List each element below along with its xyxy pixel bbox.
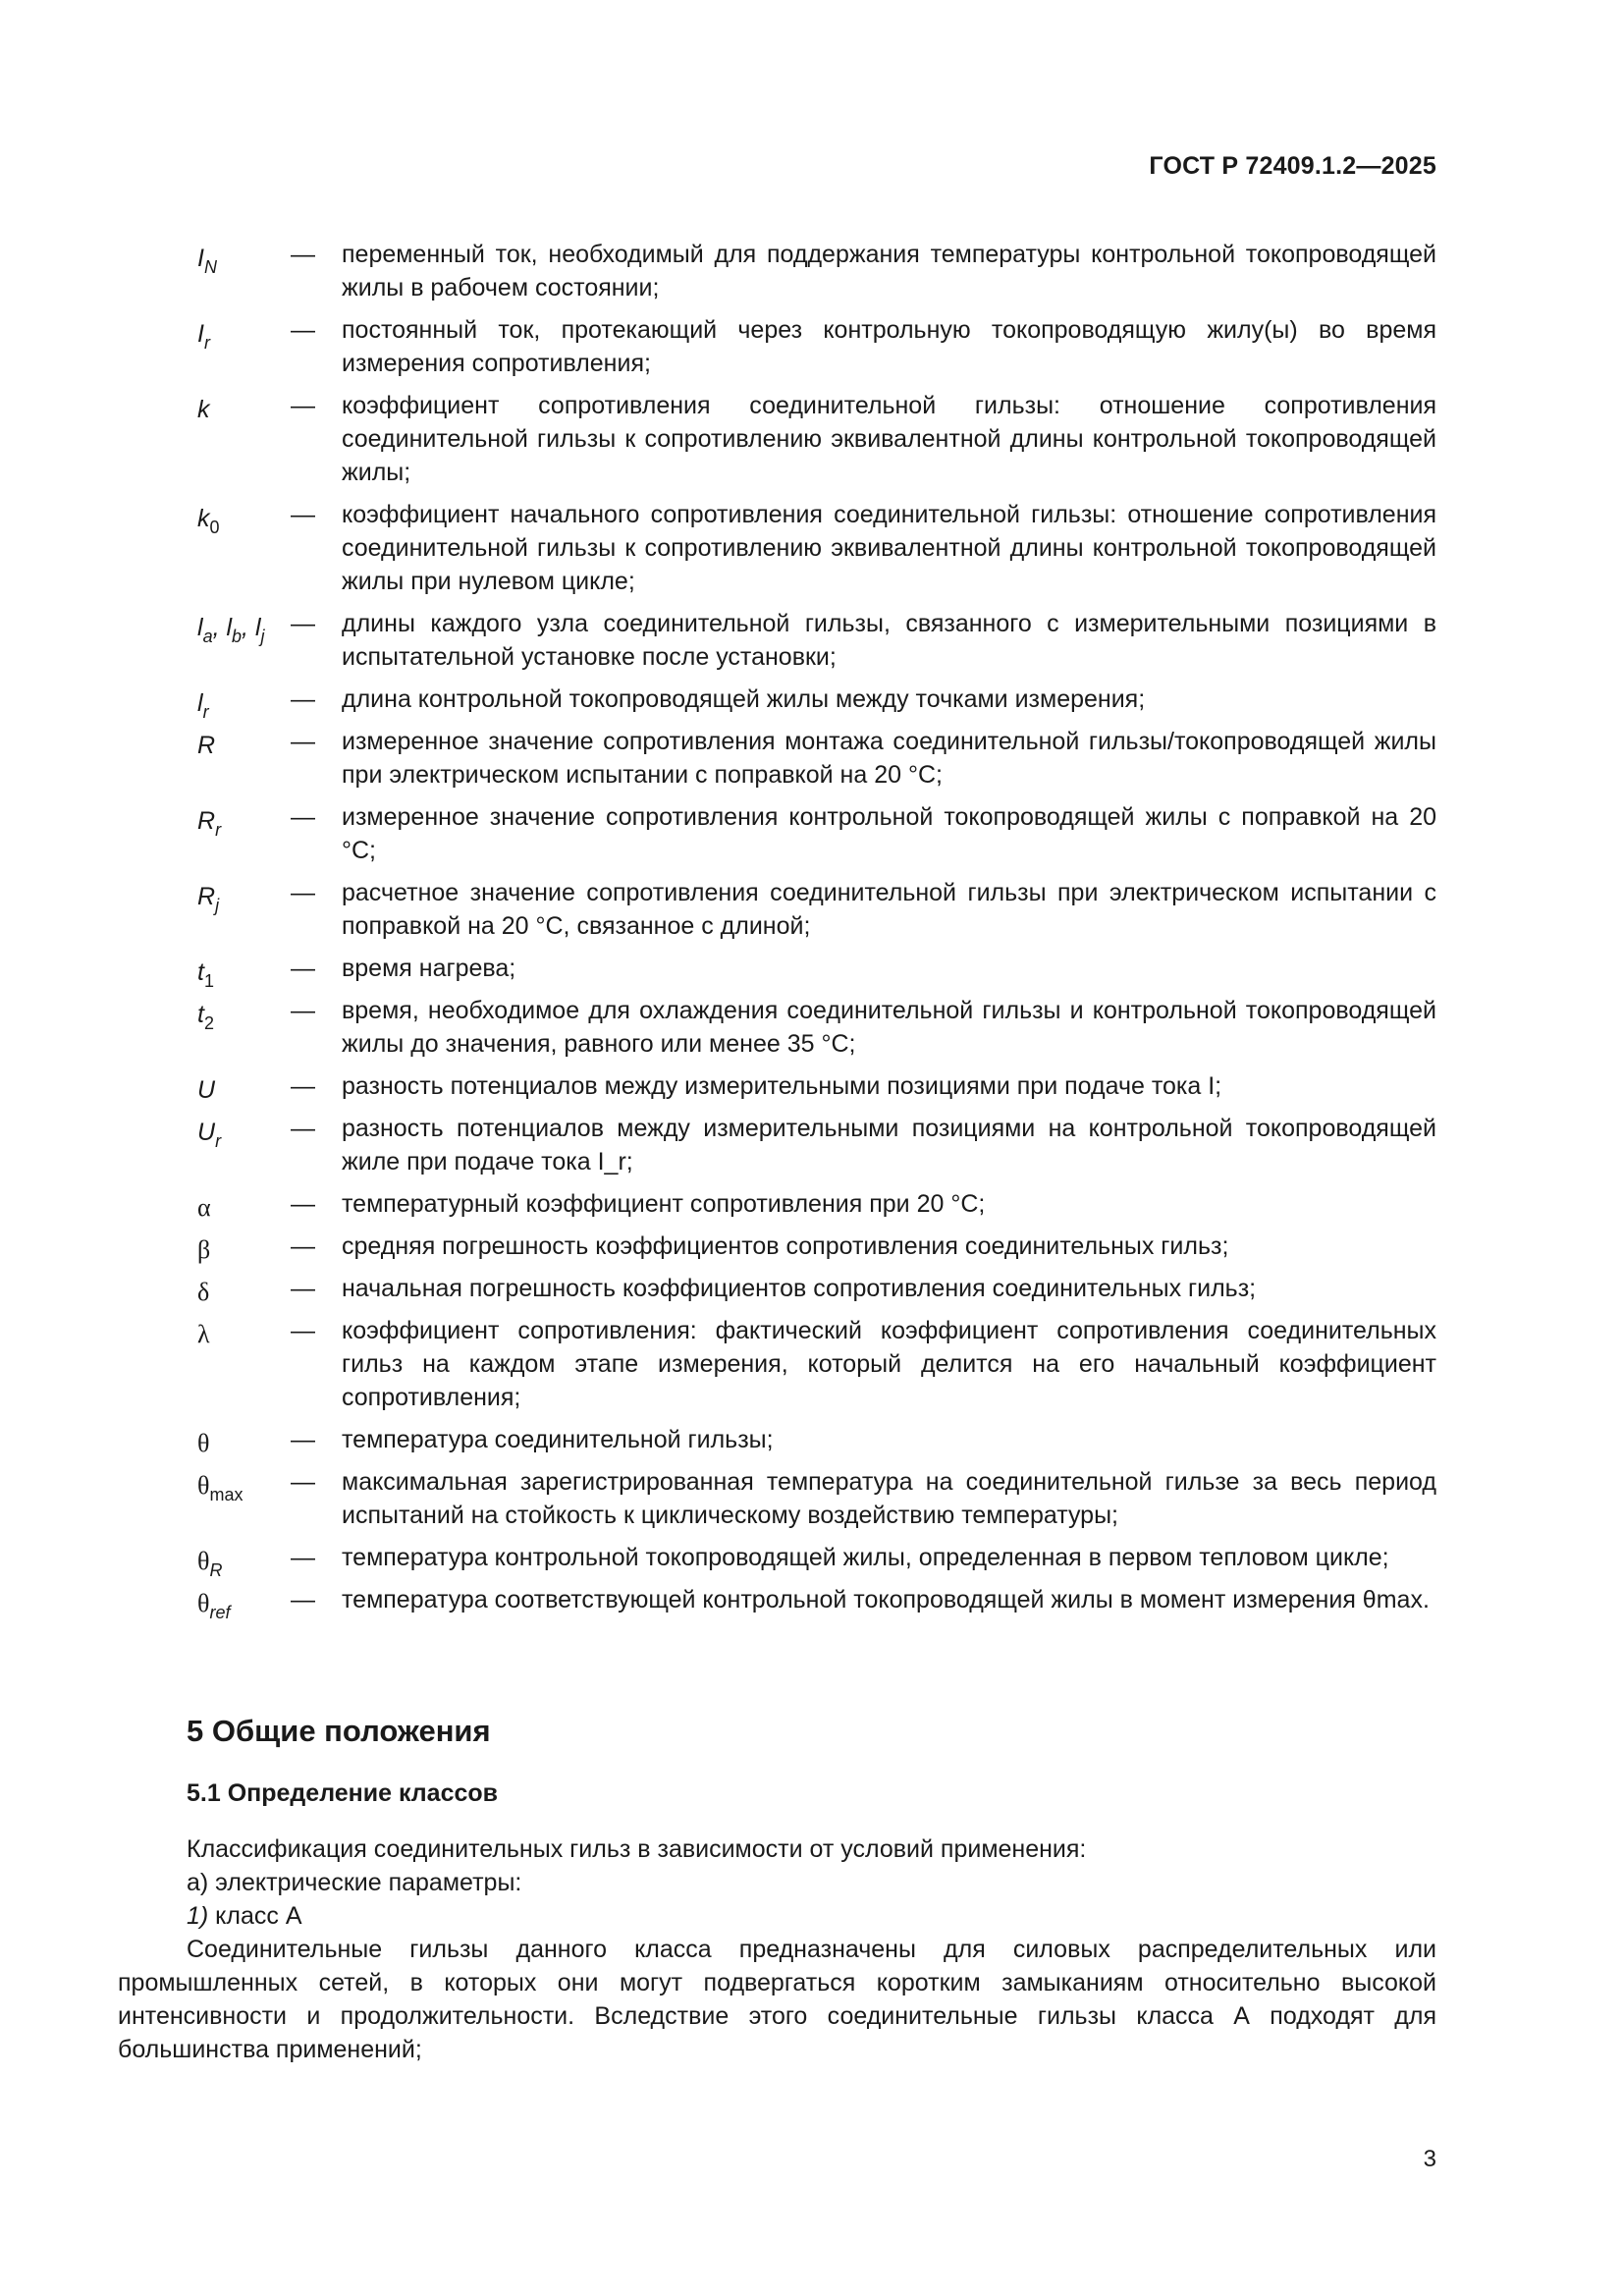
dash: — bbox=[291, 1544, 315, 1571]
dash: — bbox=[291, 392, 315, 419]
dash: — bbox=[291, 955, 315, 982]
dash: — bbox=[291, 685, 315, 713]
definition-text: температура соединительной гильзы; bbox=[342, 1426, 774, 1453]
definition-text: коэффициент сопротивления: фактический коэффициент сопротивления соединительных гильз на каждом этапе измерения, который делится на его начальный коэффициент сопротивления; bbox=[342, 1317, 1436, 1411]
symbol: $t_1$ bbox=[197, 958, 214, 991]
page-number: 3 bbox=[1423, 2146, 1436, 2172]
dash: — bbox=[291, 1586, 315, 1613]
definition-row bbox=[197, 876, 1436, 943]
section-body bbox=[118, 1832, 1436, 2066]
definition-text: расчетное значение сопротивления соединительной гильзы при электрическом испытании с поправкой на 20 °С, связанное с длиной; bbox=[342, 879, 1436, 940]
symbol: $R_j$ bbox=[197, 883, 220, 915]
definition-text: разность потенциалов между измерительными позициями при подаче тока I; bbox=[342, 1072, 1222, 1100]
list-number: 1) bbox=[187, 1902, 209, 1930]
definition-row bbox=[197, 800, 1436, 867]
symbol: $t_2$ bbox=[197, 1001, 214, 1033]
definition-text: средняя погрешность коэффициентов сопротивления соединительных гильз; bbox=[342, 1232, 1229, 1260]
symbol: $\theta_R$ bbox=[197, 1547, 223, 1580]
definition-row bbox=[197, 238, 1436, 304]
definition-text: температура контрольной токопроводящей жилы, определенная в первом тепловом цикле; bbox=[342, 1544, 1389, 1571]
dash: — bbox=[291, 1317, 315, 1344]
definition-row bbox=[197, 1423, 1436, 1456]
definition-text: измеренное значение сопротивления контрольной токопроводящей жилы с поправкой на 20 °С; bbox=[342, 803, 1436, 864]
dash: — bbox=[291, 316, 315, 344]
symbol: $\theta_{max}$ bbox=[197, 1471, 243, 1504]
dash: — bbox=[291, 879, 315, 906]
body-line bbox=[118, 1899, 1436, 1933]
symbol: λ bbox=[197, 1320, 210, 1348]
definition-text: длина контрольной токопроводящей жилы между точками измерения; bbox=[342, 685, 1146, 713]
body-line: а) электрические параметры: bbox=[187, 1869, 522, 1896]
definition-text: постоянный ток, протекающий через контрольную токопроводящую жилу(ы) во время измерения сопротивления; bbox=[342, 316, 1436, 377]
dash: — bbox=[291, 1468, 315, 1496]
symbol: $l_a$, $l_b$, $l_j$ bbox=[197, 614, 265, 646]
definition-row bbox=[197, 1230, 1436, 1263]
dash: — bbox=[291, 1275, 315, 1302]
dash: — bbox=[291, 997, 315, 1024]
symbol: $l_r$ bbox=[197, 689, 209, 722]
definition-text: температурный коэффициент сопротивления при 20 °С; bbox=[342, 1190, 986, 1218]
definition-row bbox=[197, 498, 1436, 598]
symbol: α bbox=[197, 1193, 211, 1222]
symbol: θ bbox=[197, 1429, 210, 1457]
definition-text: время, необходимое для охлаждения соединительной гильзы и контрольной токопроводящей жилы до значения, равного или менее 35 °С; bbox=[342, 997, 1436, 1058]
symbol: $R_r$ bbox=[197, 807, 222, 840]
definition-row bbox=[197, 683, 1436, 722]
dash: — bbox=[291, 1072, 315, 1100]
definition-text: начальная погрешность коэффициентов сопротивления соединительных гильз; bbox=[342, 1275, 1257, 1302]
definition-row bbox=[197, 1465, 1436, 1532]
dash: — bbox=[291, 728, 315, 755]
list-text: класс А bbox=[208, 1902, 302, 1930]
dash: — bbox=[291, 501, 315, 528]
definition-text: переменный ток, необходимый для поддержания температуры контрольной токопроводящей жилы в рабочем состоянии; bbox=[342, 241, 1436, 301]
definition-text: время нагрева; bbox=[342, 955, 516, 982]
symbol: U bbox=[197, 1076, 216, 1104]
dash: — bbox=[291, 241, 315, 268]
dash: — bbox=[291, 1115, 315, 1142]
symbols-list bbox=[197, 238, 1436, 1625]
section-title: 5 Общие положения bbox=[187, 1714, 491, 1748]
definition-text: измеренное значение сопротивления монтажа соединительной гильзы/токопроводящей жилы при электрическом испытании с поправкой на 20 °С; bbox=[342, 728, 1436, 789]
definition-row bbox=[197, 313, 1436, 380]
definition-row bbox=[197, 607, 1436, 674]
dash: — bbox=[291, 803, 315, 831]
definition-text: коэффициент начального сопротивления соединительной гильзы: отношение сопротивления соединительной гильзы к сопротивлению эквивалентной длины контрольной токопроводящей жилы при нулевом цикле; bbox=[342, 501, 1436, 595]
definition-row bbox=[197, 1583, 1436, 1622]
definition-text: максимальная зарегистрированная температура на соединительной гильзе за весь период испытаний на стойкость к циклическому воздействию температуры; bbox=[342, 1468, 1436, 1529]
document-code: ГОСТ Р 72409.1.2—2025 bbox=[1149, 152, 1436, 180]
dash: — bbox=[291, 1232, 315, 1260]
definition-row bbox=[197, 1112, 1436, 1178]
symbol: $I_r$ bbox=[197, 320, 210, 353]
dash: — bbox=[291, 1426, 315, 1453]
definition-row bbox=[197, 1069, 1436, 1103]
definition-text: температура соответствующей контрольной токопроводящей жилы в момент измерения θmax. bbox=[342, 1586, 1430, 1613]
symbol: $\theta_{ref}$ bbox=[197, 1589, 231, 1622]
symbol: $U_r$ bbox=[197, 1119, 222, 1151]
definition-row bbox=[197, 1272, 1436, 1305]
definition-row bbox=[197, 1314, 1436, 1414]
definition-text: разность потенциалов между измерительными позициями на контрольной токопроводящей жиле при подаче тока I_r; bbox=[342, 1115, 1436, 1175]
symbol: R bbox=[197, 732, 216, 759]
subsection-title: 5.1 Определение классов bbox=[187, 1779, 499, 1807]
definition-row bbox=[197, 389, 1436, 489]
definition-row bbox=[197, 1187, 1436, 1221]
dash: — bbox=[291, 610, 315, 637]
symbol: k bbox=[197, 396, 210, 423]
symbol: β bbox=[197, 1235, 211, 1264]
dash: — bbox=[291, 1190, 315, 1218]
symbol: δ bbox=[197, 1278, 210, 1306]
definition-row bbox=[197, 994, 1436, 1061]
body-paragraph: Соединительные гильзы данного класса предназначены для силовых распределительных или промышленных сетей, в которых они могут подвергаться коротким замыканиям относительно высокой интенсивности и продолжительности. Вследствие этого соединительные гильзы класса А подходят для большинства применений; bbox=[118, 1936, 1436, 2063]
definition-row bbox=[197, 725, 1436, 792]
body-line: Классификация соединительных гильз в зависимости от условий применения: bbox=[187, 1835, 1087, 1863]
symbol: $k_0$ bbox=[197, 505, 220, 537]
definition-text: коэффициент сопротивления соединительной гильзы: отношение сопротивления соединительной гильзы к сопротивлению эквивалентной длины контрольной токопроводящей жилы; bbox=[342, 392, 1436, 486]
definition-row bbox=[197, 1541, 1436, 1580]
definition-row bbox=[197, 952, 1436, 991]
definition-text: длины каждого узла соединительной гильзы, связанного с измерительными позициями в испытательной установке после установки; bbox=[342, 610, 1436, 671]
symbol: $I_N$ bbox=[197, 245, 217, 277]
